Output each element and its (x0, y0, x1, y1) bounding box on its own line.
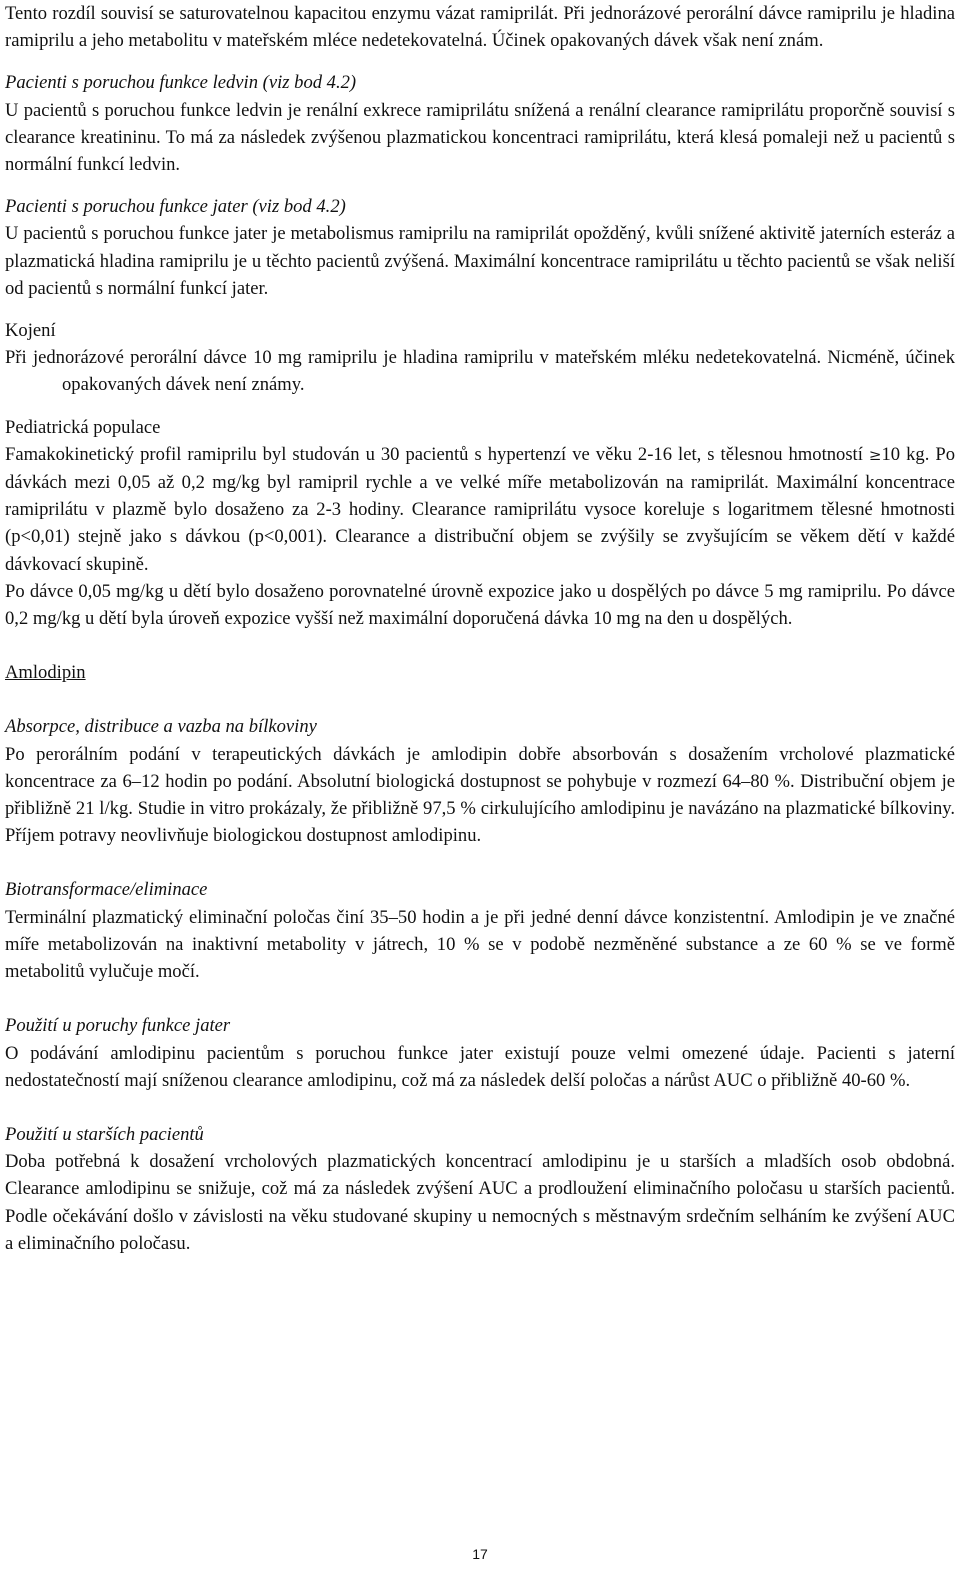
document-page (5, 0, 955, 1257)
pediatric-heading: Pediatrická populace (5, 416, 161, 438)
absorption-heading: Absorpce, distribuce a vazba na bílkoviny (5, 716, 317, 738)
absorption-text: Po perorálním podání v terapeutických dávkách je amlodipin dobře absorbován s dosažením vrcholové plazmatické koncentrace za 6–12 hodin po podání. Absolutní biologická dostupnost se pohybuje v rozmezí 64–80 %. Distribuční objem je přibližně 21 l/kg. Studie in vitro prokázaly, že přibližně 97,5 % cirkulujícího amlodipinu je navázáno na plazmatické bílkoviny. Příjem potravy neovlivňuje biologickou dostupnost amlodipinu. (5, 743, 955, 847)
lactation-heading: Kojení (5, 320, 56, 342)
lactation-text: Při jednorázové perorální dávce 10 mg ramiprilu je hladina ramiprilu v mateřském mléku nedetekovatelná. Nicméně, účinek opakovaných dávek není známy. (5, 347, 955, 396)
pediatric-text-1-pre: Famakokinetický profil ramiprilu byl studován u 30 pacientů s hypertenzí ve věku 2-16 let, s tělesnou hmotností (5, 443, 869, 465)
hepatic-text: U pacientů s poruchou funkce jater je metabolismus ramiprilu na ramiprilát opožděný, kvůli snížené aktivitě jaterních esteráz a plazmatická hladina ramiprilu je u těchto pacientů zvýšená. Maximální koncentrace ramiprilátu u těchto pacientů se však neliší od pacientů s normální funkcí jater. (5, 223, 955, 299)
elderly-use-text: Doba potřebná k dosažení vrcholových plazmatických koncentrací amlodipinu je u starších a mladších osob obdobná. Clearance amlodipinu se snižuje, což má za následek zvýšení AUC a prodloužení eliminačního poločasu u starších pacientů. Podle očekávání došlo v závislosti na věku studované skupiny u nemocných s městnavým srdečním selháním ke zvýšení AUC a eliminačního poločasu. (5, 1151, 955, 1254)
biotransformation-heading: Biotransformace/eliminace (5, 879, 208, 901)
pediatric-text-1-post: 10 kg. Po dávkách mezi 0,05 až 0,2 mg/kg byl ramipril rychle a ve velké míře metabolizován na ramiprilát. Maximální koncentrace ramiprilátu v plazmě bylo dosaženo za 2-3 hodiny. Clearance ramiprilátu vysoce koreluje s logaritmem tělesné hmotnosti (p<0,01) stejně jako s dávkou (p<0,001). Clearance a distribuční objem se zvýšily se zvyšujícím se věkem dětí v každé dávkovací skupině. (5, 443, 956, 575)
hepatic-use-text: O podávání amlodipinu pacientům s poruchou funkce jater existují pouze velmi omezené údaje. Pacienti s jaterní nedostatečností mají sníženou clearance amlodipinu, což má za následek delší poločas a nárůst AUC o přibližně 40-60 %. (5, 1042, 955, 1091)
page-number: 17 (472, 1546, 488, 1562)
biotransformation-text: Terminální plazmatický eliminační poločas činí 35–50 hodin a je při jedné denní dávce konzistentní. Amlodipin je ve značné míře metabolizován na inaktivní metabolity v játrech, 10 % se v podobě nezměněné substance a ze 60 % se ve formě metabolitů vylučuje močí. (5, 906, 955, 983)
hepatic-use-heading: Použití u poruchy funkce jater (5, 1015, 231, 1037)
amlodipin-title: Amlodipin (5, 662, 86, 684)
hepatic-heading: Pacienti s poruchou funkce jater (viz bod 4.2) (5, 196, 346, 218)
elderly-use-heading: Použití u starších pacientů (5, 1123, 204, 1145)
renal-text: U pacientů s poruchou funkce ledvin je renální exkrece ramiprilátu snížená a renální clearance ramiprilátu proporčně souvisí s clearance kreatininu. To má za následek zvýšenou plazmatickou koncentraci ramiprilátu, která klesá pomaleji než u pacientů s normální funkcí ledvin. (5, 99, 955, 176)
pediatric-text-2: Po dávce 0,05 mg/kg u dětí bylo dosaženo porovnatelné úrovně expozice jako u dospělých po dávce 5 mg ramiprilu. Po dávce 0,2 mg/kg u dětí byla úroveň expozice vyšší než maximální doporučená dávka 10 mg na den u dospělých. (5, 580, 955, 630)
intro-paragraph: Tento rozdíl souvisí se saturovatelnou kapacitou enzymu vázat ramiprilát. Při jednorázové perorální dávce ramiprilu je hladina ramiprilu a jeho metabolitu v mateřském mléce nedetekovatelná. Účinek opakovaných dávek však není znám. (5, 3, 955, 52)
greater-equal-symbol: ≥ (868, 445, 882, 464)
renal-heading: Pacienti s poruchou funkce ledvin (viz bod 4.2) (5, 72, 357, 94)
pediatric-text-1 (5, 441, 955, 578)
